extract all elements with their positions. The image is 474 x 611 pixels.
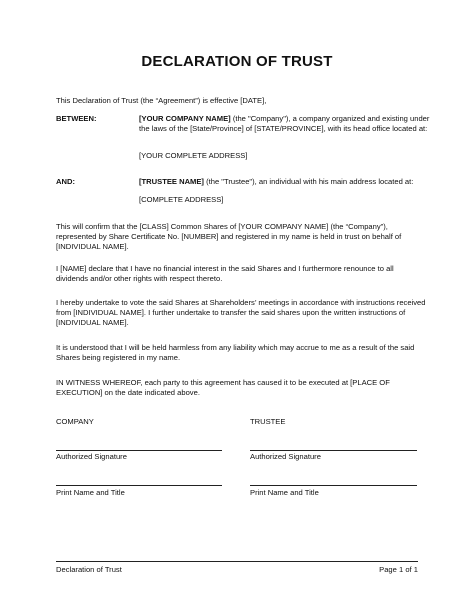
between-party-description	[139, 114, 431, 134]
footer-divider	[56, 561, 418, 562]
and-label: AND:	[56, 177, 75, 186]
footer-page-number: Page 1 of 1	[379, 565, 418, 574]
body-paragraph: It is understood that I will be held harmless from any liability which may accrue to me as a result of the said Shares being registered in my name.	[56, 343, 415, 362]
company-signature-heading: COMPANY	[56, 417, 94, 426]
between-label: BETWEEN:	[56, 114, 97, 123]
body-paragraph: I [NAME] declare that I have no financial interest in the said Shares and I furthermore renounce to all dividends and/or other rights with respect thereto.	[56, 264, 394, 283]
and-party-description	[139, 177, 431, 187]
trustee-signature-line	[250, 450, 417, 451]
trustee-address-placeholder: [COMPLETE ADDRESS]	[139, 195, 224, 204]
trustee-print-name-line	[250, 485, 417, 486]
trustee-authorized-signature-label: Authorized Signature	[250, 452, 321, 461]
trustee-print-name-label: Print Name and Title	[250, 488, 319, 497]
company-print-name-label: Print Name and Title	[56, 488, 125, 497]
footer-document-name: Declaration of Trust	[56, 565, 122, 574]
company-address-placeholder: [YOUR COMPLETE ADDRESS]	[139, 151, 248, 160]
company-authorized-signature-label: Authorized Signature	[56, 452, 127, 461]
company-name-placeholder: [YOUR COMPANY NAME]	[139, 114, 231, 123]
company-signature-line	[56, 450, 222, 451]
trustee-signature-heading: TRUSTEE	[250, 417, 286, 426]
trustee-name-placeholder: [TRUSTEE NAME]	[139, 177, 204, 186]
document-title: DECLARATION OF TRUST	[141, 53, 333, 70]
company-print-name-line	[56, 485, 222, 486]
body-paragraph: IN WITNESS WHEREOF, each party to this agreement has caused it to be executed at [PLACE OF EXECUTION] on the date indicated above.	[56, 378, 390, 397]
body-paragraph: I hereby undertake to vote the said Shares at Shareholders’ meetings in accordance with instructions received from [INDIVIDUAL NAME]. I further undertake to transfer the said shares upon the written instructions of [INDIVIDUAL NAME].	[56, 298, 426, 327]
intro-paragraph: This Declaration of Trust (the “Agreement”) is effective [DATE],	[56, 96, 267, 105]
company-description: (the "Company"), a company organized and existing under the laws of the [State/Province] of [STATE/PROVINCE], with its head office located at:	[139, 114, 430, 133]
trustee-description: (the "Trustee"), an individual with his main address located at:	[203, 177, 414, 186]
body-paragraph: This will confirm that the [CLASS] Common Shares of [YOUR COMPANY NAME] (the “Company”), represented by Share Certificate No. [NUMBER] and registered in my name is held in trust on behalf of [INDIVIDUAL NAME].	[56, 222, 402, 251]
